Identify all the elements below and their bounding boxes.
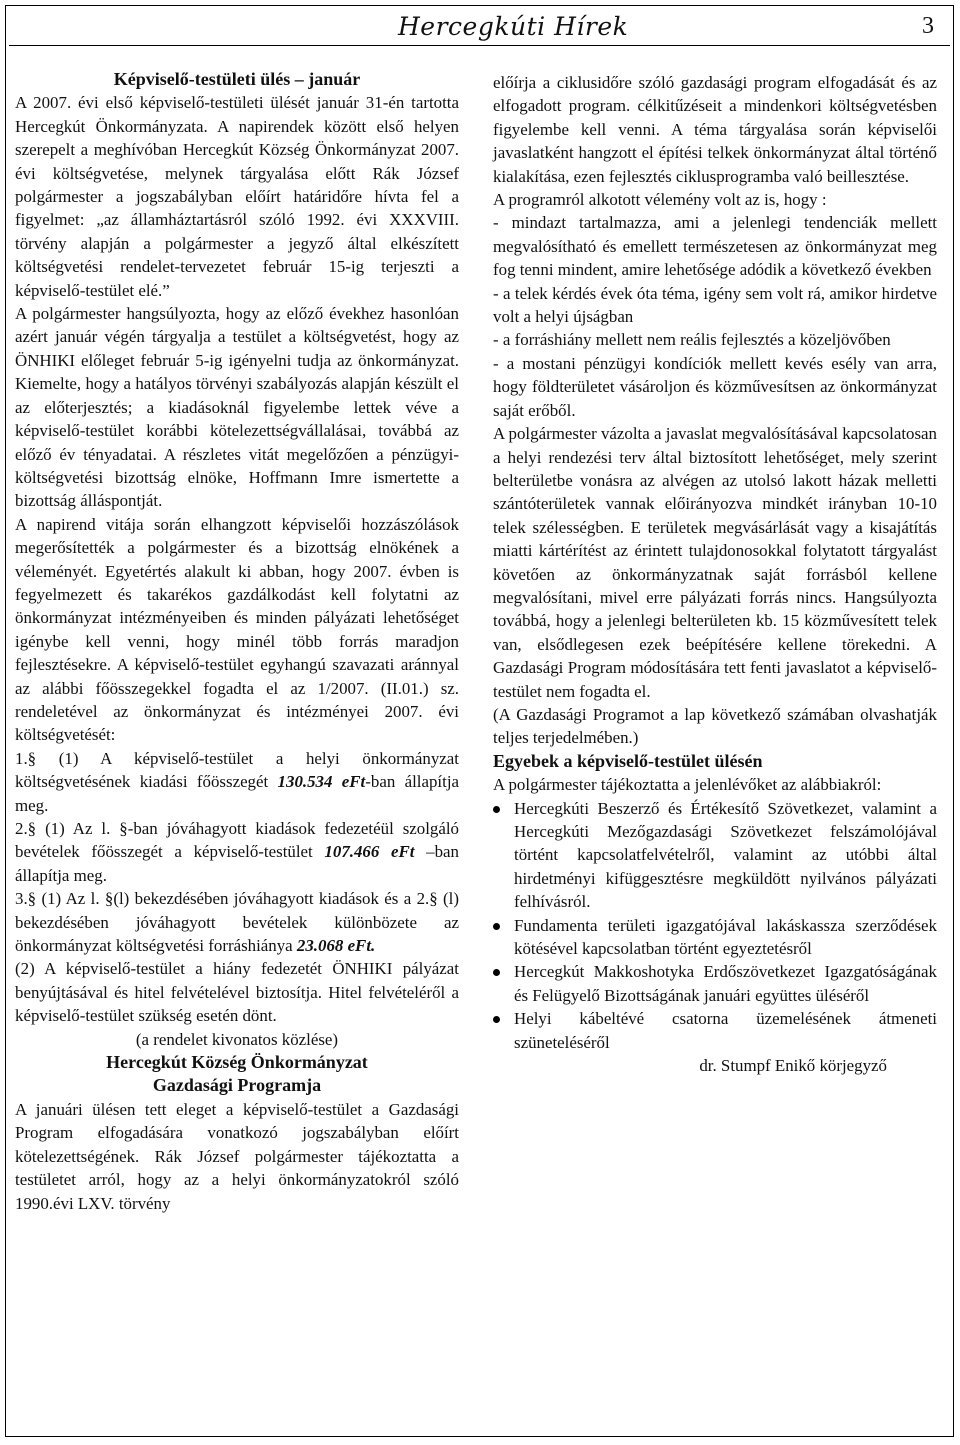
paragraph: A 2007. évi első képviselő-testületi ülését január 31-én tartotta Hercegkút Önkormányzata. A napirendek között első helyen szerepelt a meghívóban Hercegkút Község Önkormányzat 2007. évi költségvetése, melynek tárgyalása előtt Rák József polgármester a jogszabályban előírt határidőre hívta fel a figyelmet: „az államháztartásról szóló 1992. évi XXXVIII. törvény alapján a polgármester a jegyző által elkészített költségvetési rendelet-tervezetet február 15-ig terjeszti a képviselő-testület elé.” <box>15 93 459 300</box>
left-column <box>15 68 459 1215</box>
newspaper-title: Hercegkúti Hírek <box>398 12 629 41</box>
paragraph: A polgármester hangsúlyozta, hogy az előző évekhez hasonlóan azért január végén tárgyalja a testület a költségvetést, hogy az ÖNHIKI előleget február 5-ig igényelni tudja az önkormányzat. Kiemelte, hogy a hatályos törvényi szabályozás alapján készült el az előterjesztés; a kiadásoknál figyelembe lettek véve a képviselő-testület korábbi kötelezettségvállalásai, továbbá az előző év tényadatai. A részletes vitát megelőzően a pénzügyi-költségvetési bizottság elnöke, Hoffmann Imre ismertette a bizottság álláspontját. <box>15 304 459 511</box>
header-divider <box>9 45 950 46</box>
list-item: Hercegkút Makkoshotyka Erdőszövetkezet Igazgatóságának és Felügyelő Bizottságának januári együttes üléséről <box>493 960 937 1007</box>
list-item: Helyi kábeltévé csatorna üzemelésének átmeneti szüneteléséről <box>493 1007 937 1054</box>
paragraph: A januári ülésen tett eleget a képviselő-testület a Gazdasági Program elfogadására vonatkozó jogszabályban előírt kötelezettségének. Rák József polgármester tájékoztatta a testületet arról, hogy az a helyi önkormányzatokról szóló 1990.évi LXV. törvény <box>15 1099 459 1213</box>
decree-item-4: (2) A képviselő-testület a hiány fedezetét ÖNHIKI pályázat benyújtásával és hitel felvételével biztosítja. Hitel felvételéről a képviselő-testület szükség esetén dönt. <box>15 959 459 1026</box>
excerpt-note: (a rendelet kivonatos közlése) <box>135 1029 339 1049</box>
decree-item-3: 3.§ (1) Az l. §(l) bekezdésében jóváhagyott kiadások és a 2.§ (l) bekezdésében jóváhagyott bevételek különbözete az önkormányzat költségvetési forráshiánya 23.068 eFt. <box>15 889 459 956</box>
paragraph: előírja a ciklusidőre szóló gazdasági program elfogadását és az elfogadott program. célkitűzéseit a mindenkori költségvetésben figyelembe kell venni. A téma tárgyalása során képviselői javaslatként hangzott el építési telkek önkormányzat által történő kialakítása, ezen fejlesztés ciklusprogramba való beillesztése. <box>493 73 937 186</box>
section-heading: Hercegkút Község Önkormányzat <box>106 1052 368 1073</box>
decree-item-2: 2.§ (1) Az l. §-ban jóváhagyott kiadások fedezetéül szolgáló bevételek főösszegét a képviselő-testület 107.466 eFt –ban állapítja meg. <box>15 819 459 885</box>
paragraph: A polgármester vázolta a javaslat megvalósításával kapcsolatosan a helyi rendezési terv által biztosított lehetőséget, mely szerint belterületbe vonásra az alvégen az utolsó lakott házak melletti szántóterületek vannak előirányozva mindkét irányban 10-10 telek szélességben. E területek megvásárlását vagy a kisajátítás miatti kártérítést az érintett tulajdonosokkal folytatott tárgyalást követően az önkormányzatnak saját forrásból kellene megvalósítani, mivel erre pályázati forrás nincs. Hangsúlyozta továbbá, hogy a jelenlegi belterületen kb. 15 közművesített telek van, elsődlegesen ezek beépítésére kellene törekedni. A Gazdasági Program módosítására tett fenti javaslatot a képviselő-testület nem fogadta el. <box>493 424 937 701</box>
bullet-list <box>493 797 937 1054</box>
section-heading: Gazdasági Programja <box>152 1075 322 1096</box>
paragraph: A programról alkotott vélemény volt az is, hogy : <box>493 190 827 210</box>
right-column <box>493 71 937 1077</box>
paragraph: (A Gazdasági Programot a lap következő számában olvashatják teljes terjedelmében.) <box>493 704 937 748</box>
signature: dr. Stumpf Enikő körjegyző <box>699 1056 887 1076</box>
section-heading: Egyebek a képviselő-testület ülésén <box>493 750 763 771</box>
paragraph: - a forráshiány mellett nem reális fejlesztés a közeljövőben <box>493 330 891 350</box>
list-item: Fundamenta területi igazgatójával lakáskassza szerződések kötésével kapcsolatban történt egyeztetésről <box>493 914 937 961</box>
paragraph: A napirend vitája során elhangzott képviselői hozzászólások megerősítették a polgármester és a bizottság elnökének a véleményét. Egyetértés alakult ki abban, hogy 2007. évben is fegyelmezett és takarékos gazdálkodást kell folytatni az önkormányzat intézményeiben és minden pályázati lehetőséget igénybe kell venni, hogy minél több forrás maradjon fejlesztésekre. A képviselő-testület egyhangú szavazati aránnyal az alábbi főösszegekkel fogadta el az 1/2007. (II.01.) sz. rendeletével az önkormányzat és intézményei 2007. évi költségvetését: <box>15 514 459 745</box>
paragraph: A polgármester tájékoztatta a jelenlévőket az alábbiakról: <box>493 775 882 795</box>
paragraph: - a telek kérdés évek óta téma, igény sem volt rá, amikor hirdetve volt a helyi újságban <box>493 283 937 327</box>
paragraph: - a mostani pénzügyi kondíciók mellett kevés esély van arra, hogy földterületet vásároljon és közművesítsen az önkormányzat saját erőből. <box>493 353 937 420</box>
paragraph: - mindazt tartalmazza, ami a jelenlegi tendenciák mellett megvalósítható és emellett természetesen az önkormányzat meg fog tenni mindent, amire lehetősége adódik a következő években <box>493 213 937 280</box>
decree-item-1: 1.§ (1) A képviselő-testület a helyi önkormányzat költségvetésének kiadási főösszegét 130.534 eFt-ban állapítja meg. <box>15 748 460 815</box>
list-item: Hercegkúti Beszerző és Értékesítő Szövetkezet, valamint a Hercegkúti Mezőgazdasági Szövetkezet felszámolójával történt kapcsolatfelvételről, valamint az utóbbi által hirdetményi kifüggesztésre megküldött nyilvános pályázati felhívásról. <box>493 797 937 914</box>
section-heading: Képviselő-testületi ülés – január <box>113 69 361 89</box>
page-number: 3 <box>922 13 934 39</box>
